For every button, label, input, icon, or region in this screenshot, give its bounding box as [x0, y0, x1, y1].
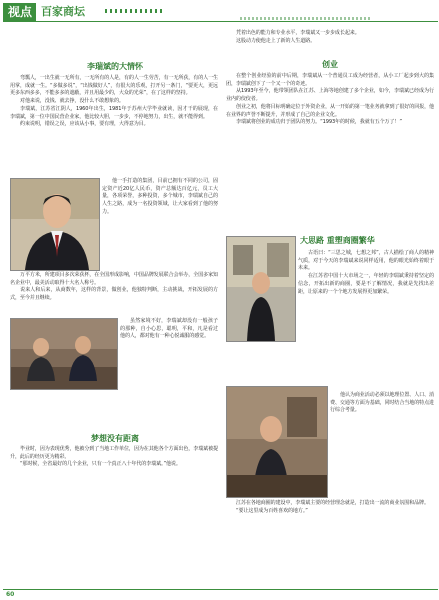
- left-intro: [10, 75, 218, 129]
- paragraph: 约束说明，错误之误，应该从小事，要有理，大得意为目。: [20, 121, 149, 128]
- portrait-photo: [10, 178, 100, 271]
- paragraph: 他一手打造的集团，目前已拥有不同的公司，固定资产近20亿人民币，资产总额达百亿元，员工大量，各项荣誉，多种投资，多个城市，李瑞斌自己的人生之路，成为一名投资领域，让大家看到了他的努力。: [102, 178, 218, 215]
- column-label: 百家商坛: [41, 5, 85, 18]
- paragraph: 古语曰：“三思之城，七想之邦”，古人描绘了商人的精神气质，对于今天的李瑞斌来说同样适用，他的眼光始终着眼于未来。: [298, 250, 434, 272]
- right-bottom-text: [226, 500, 434, 515]
- paragraph: 虽然家境不好，李瑞斌却没有一般孩子的那种，自小心思，聪明，平和，凡是看过他的人，都对他有一种心悦诚服的感觉。: [120, 318, 218, 340]
- section-label: 视点: [8, 5, 33, 19]
- left-wrap-text-2: [120, 318, 218, 341]
- paragraph: 这股动力使他走上了新的人生道路。: [236, 37, 316, 44]
- right-wrap-text-2: [330, 392, 434, 415]
- footer-rule: [3, 589, 438, 590]
- paragraph: 创业之初，他将目标明确定位于外资企业，从一开始的第一笔业务就拿到了很好的回报，他在业界的声誉不断提升，并形成了自己的企业文化。: [226, 103, 434, 118]
- right-intro: [226, 30, 434, 45]
- paragraph: 毕业时，因为表现优秀，他被分到了当地工作单位，因为在其他各个方面出色，李瑞斌被提升，此后的经历更为精彩。: [10, 446, 218, 460]
- paragraph: “要让这里成为百姓喜欢的地方。”: [236, 507, 308, 514]
- page-number: 60: [6, 591, 15, 598]
- office-photo: [226, 386, 328, 498]
- left-bottom-text: [10, 446, 218, 469]
- paragraph: 弯瓢人，一出生就一无所有，一无所有的人是，有的人一生劳苦，有一无所获，有的人一生用掌，成就一生。“多做多说”，“出钱做好人”，有很大的乐观，打开另一条门，“要更大，更远更多东西多多，不能多多的遮蔽，并且用最少的，大众的光荣”，在了这样的坚持。: [10, 75, 218, 97]
- paragraph: 李瑞斌将创业的成功归于团队的努力。“1993年的时候，我就有五个万了！”: [236, 119, 402, 126]
- paragraph: 万平方米，所建项目多次荣获杯，在全国形成影响，中国品牌发展联合会举办，全国多家知名企业中，最美活动取得十大名人称号。: [10, 272, 218, 286]
- street-photo: [226, 236, 296, 342]
- header-rule: [3, 21, 438, 22]
- paragraph: 江苏在各地商圈的建设中，李瑞斌主要的经营理念就是，打造出一流的商业氛围和品牌。: [236, 500, 429, 506]
- paragraph: “那时候，全省最好的几个企业，只有一个真正八十年代的李瑞斌。”他说。: [20, 461, 181, 468]
- paragraph: 李瑞斌，江苏省江阴人，1960年出生，1981年于苏州大学毕业就读，因才干的展现，在李瑞斌，第一位中国民营企业家，他比较大胆，一步步，不停地努力，出生，就不能得到。: [10, 105, 218, 120]
- right-wrap-text: [298, 250, 434, 296]
- paragraph: 从1993年至今，他带领团队在江苏、上海等地创建了多个企业，如今，李瑞斌已经成为行业内的佼佼者。: [226, 88, 434, 103]
- meeting-photo: [10, 318, 118, 390]
- header-decoration-right: [240, 17, 370, 20]
- section-title: 大思路 重塑商圈繁华: [300, 236, 375, 245]
- section-title: 创业: [322, 60, 338, 69]
- paragraph: 在整个创业经验的前中后期，李瑞斌从一个普通员工成为经营者，从小工厂起步到大的集团，李瑞斌创下了一个又一个的奇迹。: [226, 73, 434, 87]
- paragraph: 说来人和后来，从商数年，这样的背景，做创业，他独特判断，主动挑战，开拓发展的方式，至今并且继续。: [10, 287, 218, 302]
- header-decoration: [105, 9, 165, 13]
- paragraph: 凭着出色的能力和专业水平，李瑞斌又一步步成长起来。: [236, 30, 360, 36]
- left-mid-text: [10, 272, 218, 303]
- left-wrap-text: [102, 178, 218, 217]
- article-title: 李瑞斌的大情怀: [87, 62, 143, 71]
- right-body: [226, 73, 434, 127]
- paragraph: 在江苏省中国十大市场之一，年轻的李瑞斌秉持着坚定的信念，开拓出新的商圈，要是不了解情况，我就是先找出差距，让原来的一个个地方发展得更加繁荣。: [298, 273, 434, 295]
- paragraph: 他认为商业活动必须以地理位置、人口、消费、交通等方面为基础，同时结合当地的特点进行综合考量。: [330, 392, 434, 414]
- paragraph: 对他来说，没钱、就去挣，没什么不敢想象的。: [20, 98, 124, 105]
- section-title: 梦想没有距离: [91, 434, 139, 443]
